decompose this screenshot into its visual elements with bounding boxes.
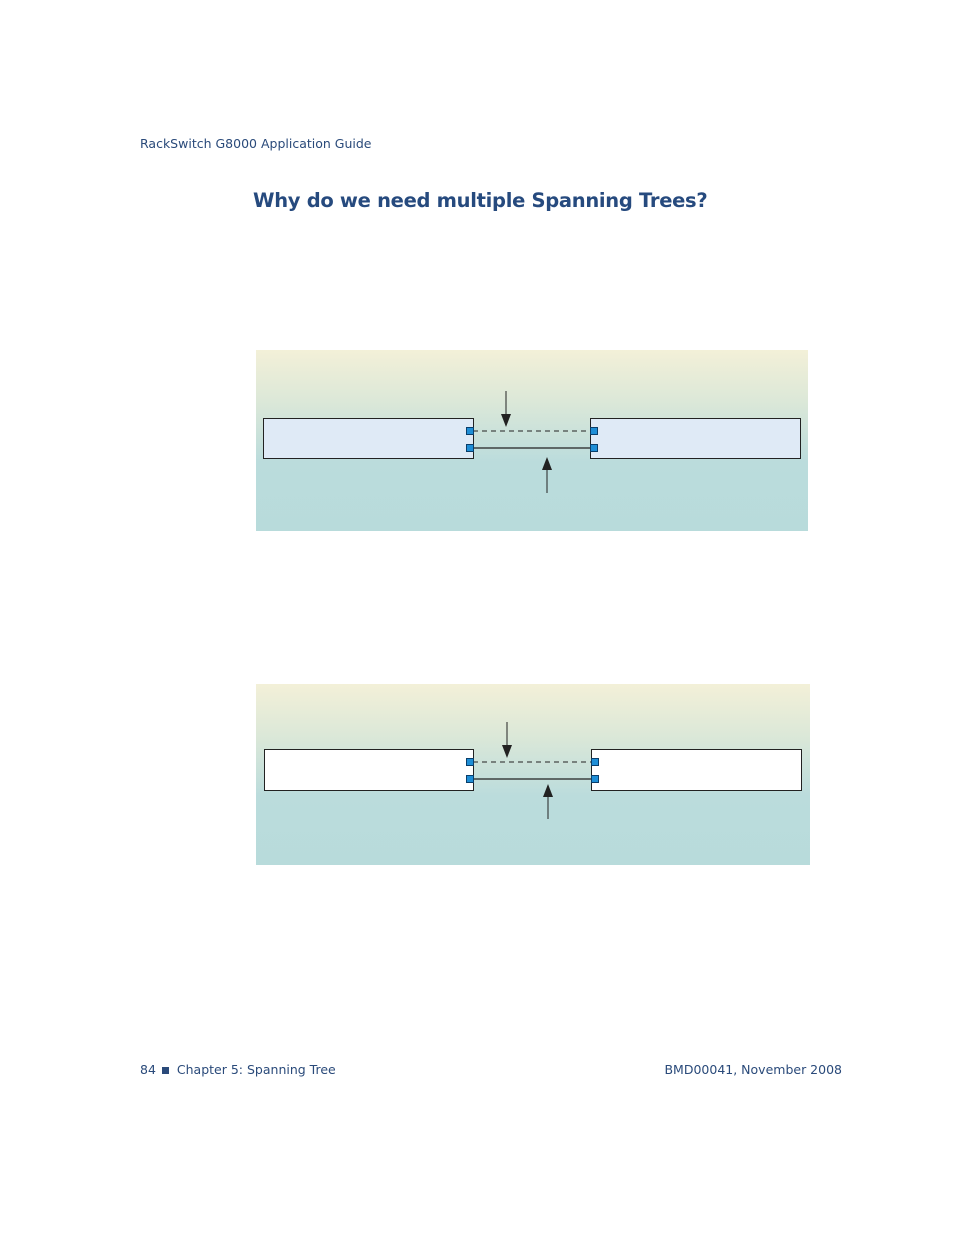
port-left-bottom xyxy=(466,775,474,783)
port-right-top xyxy=(590,427,598,435)
arrow-down-head xyxy=(502,745,512,758)
port-left-top xyxy=(466,758,474,766)
port-right-top xyxy=(591,758,599,766)
section-title: Why do we need multiple Spanning Trees? xyxy=(253,189,708,212)
figure-2-network-diagram xyxy=(256,684,810,865)
chapter-title: Chapter 5: Spanning Tree xyxy=(176,1062,336,1077)
arrow-up-head xyxy=(543,784,553,797)
port-left-bottom xyxy=(466,444,474,452)
arrow-up-head xyxy=(542,457,552,470)
port-right-bottom xyxy=(590,444,598,452)
link-diagram xyxy=(256,684,810,865)
figure-1-network-diagram xyxy=(256,350,808,531)
page-number: 84 xyxy=(140,1062,156,1077)
port-left-top xyxy=(466,427,474,435)
arrow-down-head xyxy=(501,414,511,427)
footer-left xyxy=(140,1062,336,1077)
link-diagram xyxy=(256,350,808,531)
port-right-bottom xyxy=(591,775,599,783)
bullet-square-icon xyxy=(162,1067,169,1074)
document-id: BMD00041, November 2008 xyxy=(664,1062,842,1077)
running-head: RackSwitch G8000 Application Guide xyxy=(140,136,372,151)
